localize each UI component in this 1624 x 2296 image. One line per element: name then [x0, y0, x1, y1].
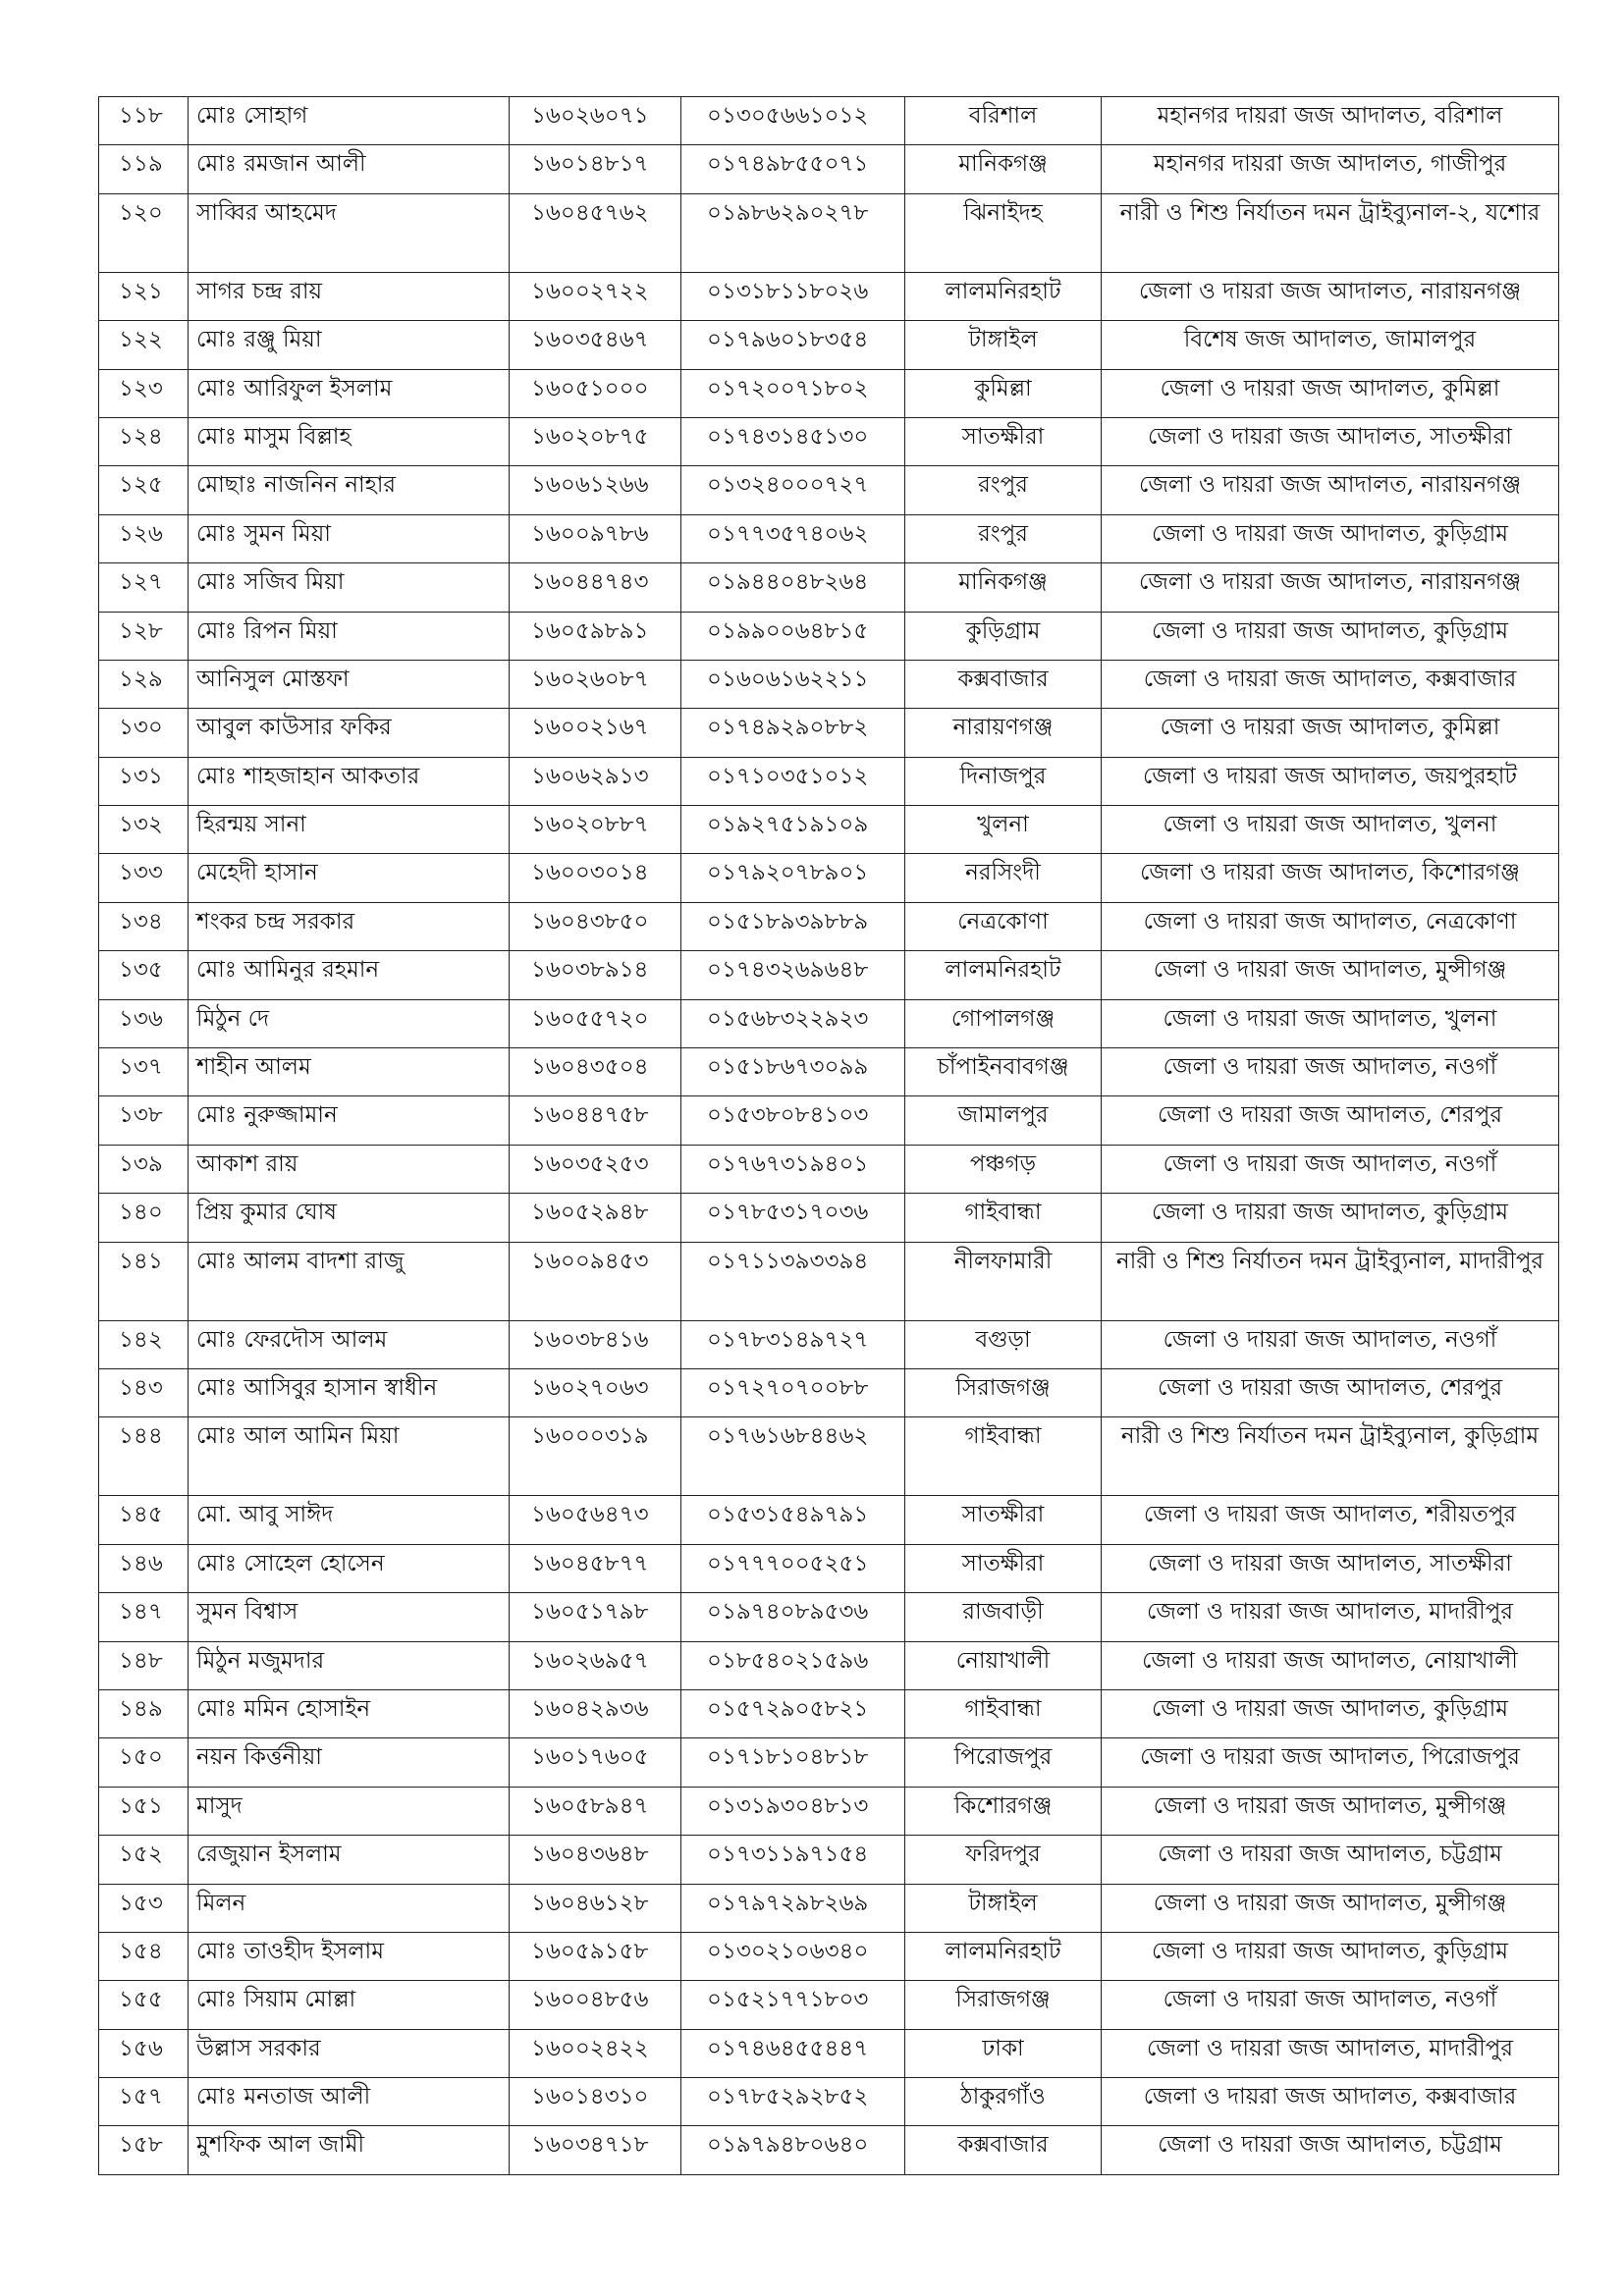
posting-court-cell: জেলা ও দায়রা জজ আদালত, নওগাঁ	[1102, 1981, 1559, 2029]
serial-cell: ১৩২	[99, 806, 189, 854]
name-cell: মো. আবু সাঈদ	[189, 1496, 510, 1544]
table-row	[99, 1242, 1559, 1320]
table-row	[99, 1836, 1559, 1884]
table-row	[99, 1641, 1559, 1689]
table-row	[99, 999, 1559, 1047]
district-cell: রংপুর	[905, 514, 1102, 562]
table-row	[99, 1194, 1559, 1242]
serial-cell: ১৩৬	[99, 999, 189, 1047]
table-row	[99, 417, 1559, 465]
phone-number-cell: ০১৩১৯৩০৪৮১৩	[681, 1787, 905, 1835]
name-cell: মোঃ রিপন মিয়া	[189, 612, 510, 660]
name-cell: মোঃ সোহেল হোসেন	[189, 1544, 510, 1592]
posting-court-cell: জেলা ও দায়রা জজ আদালত, কিশোরগঞ্জ	[1102, 854, 1559, 902]
serial-cell: ১৪৬	[99, 1544, 189, 1592]
roll-number-cell: ১৬০৪৪৭৪৩	[510, 563, 681, 612]
name-cell: মোঃ তাওহীদ ইসলাম	[189, 1932, 510, 1980]
roll-number-cell: ১৬০২৬০৭১	[510, 97, 681, 145]
name-cell: আবুল কাউসার ফকির	[189, 709, 510, 757]
district-cell: ফরিদপুর	[905, 1836, 1102, 1884]
roll-number-cell: ১৬০০৪৮৫৬	[510, 1981, 681, 2029]
serial-cell: ১৫৬	[99, 2029, 189, 2077]
phone-number-cell: ০১৭১৮১০৪৮১৮	[681, 1738, 905, 1787]
roll-number-cell: ১৬০৪৩৮৫০	[510, 902, 681, 950]
roll-number-cell: ১৬০৫২৯৪৮	[510, 1194, 681, 1242]
table-row	[99, 1048, 1559, 1096]
table-row	[99, 1593, 1559, 1641]
phone-number-cell: ০১৭৪৩১৪৫১৩০	[681, 417, 905, 465]
district-cell: নীলফামারী	[905, 1242, 1102, 1320]
name-cell: মোঃ শাহজাহান আকতার	[189, 757, 510, 805]
serial-cell: ১৫৭	[99, 2078, 189, 2126]
posting-court-cell: জেলা ও দায়রা জজ আদালত, খুলনা	[1102, 806, 1559, 854]
posting-court-cell: জেলা ও দায়রা জজ আদালত, কুড়িগ্রাম	[1102, 1932, 1559, 1980]
serial-cell: ১৩৫	[99, 951, 189, 999]
district-cell: ঠাকুরগাঁও	[905, 2078, 1102, 2126]
district-cell: বরিশাল	[905, 97, 1102, 145]
table-row	[99, 1738, 1559, 1787]
roll-number-cell: ১৬০০৯৭৮৬	[510, 514, 681, 562]
serial-cell: ১৩৩	[99, 854, 189, 902]
name-cell: মাসুদ	[189, 1787, 510, 1835]
district-cell: রাজবাড়ী	[905, 1593, 1102, 1641]
table-row	[99, 806, 1559, 854]
name-cell: মোছাঃ নাজনিন নাহার	[189, 466, 510, 514]
serial-cell: ১৩৪	[99, 902, 189, 950]
phone-number-cell: ০১৭৯৭২৯৮২৬৯	[681, 1884, 905, 1932]
posting-court-cell: জেলা ও দায়রা জজ আদালত, মুন্সীগঞ্জ	[1102, 951, 1559, 999]
posting-court-cell: জেলা ও দায়রা জজ আদালত, নওগাঁ	[1102, 1320, 1559, 1368]
phone-number-cell: ০১৮৫৪০২১৫৯৬	[681, 1641, 905, 1689]
table-row	[99, 193, 1559, 272]
posting-court-cell: জেলা ও দায়রা জজ আদালত, নারায়নগঞ্জ	[1102, 466, 1559, 514]
posting-court-cell: জেলা ও দায়রা জজ আদালত, নেত্রকোণা	[1102, 902, 1559, 950]
district-cell: লালমনিরহাট	[905, 1932, 1102, 1980]
posting-court-cell: জেলা ও দায়রা জজ আদালত, জয়পুরহাট	[1102, 757, 1559, 805]
phone-number-cell: ০১৭৪৬৪৫৫৪৪৭	[681, 2029, 905, 2077]
posting-court-cell: জেলা ও দায়রা জজ আদালত, কুড়িগ্রাম	[1102, 1194, 1559, 1242]
district-cell: সিরাজগঞ্জ	[905, 1981, 1102, 2029]
roll-number-cell: ১৬০০৯৪৫৩	[510, 1242, 681, 1320]
district-cell: টাঙ্গাইল	[905, 321, 1102, 369]
table-row	[99, 757, 1559, 805]
serial-cell: ১৪৮	[99, 1641, 189, 1689]
posting-court-cell: জেলা ও দায়রা জজ আদালত, মুন্সীগঞ্জ	[1102, 1787, 1559, 1835]
table-row	[99, 2029, 1559, 2077]
phone-number-cell: ০১৫৩১৫৪৯৭৯১	[681, 1496, 905, 1544]
phone-number-cell: ০১৩২৪০০০৭২৭	[681, 466, 905, 514]
table-row	[99, 97, 1559, 145]
roll-number-cell: ১৬০০২৭২২	[510, 272, 681, 320]
district-cell: সাতক্ষীরা	[905, 417, 1102, 465]
posting-court-cell: জেলা ও দায়রা জজ আদালত, কুড়িগ্রাম	[1102, 514, 1559, 562]
district-cell: সিরাজগঞ্জ	[905, 1368, 1102, 1416]
phone-number-cell: ০১৫১৮৬৭৩০৯৯	[681, 1048, 905, 1096]
roll-number-cell: ১৬০৩৮৯১৪	[510, 951, 681, 999]
district-cell: নারায়ণগঞ্জ	[905, 709, 1102, 757]
phone-number-cell: ০১৭৬১৬৮৪৪৬২	[681, 1417, 905, 1496]
table-row	[99, 854, 1559, 902]
serial-cell: ১২৫	[99, 466, 189, 514]
table-row	[99, 1368, 1559, 1416]
phone-number-cell: ০১৭৩১১৯৭১৫৪	[681, 1836, 905, 1884]
roll-number-cell: ১৬০০২৪২২	[510, 2029, 681, 2077]
roll-number-cell: ১৬০১৪৮১৭	[510, 145, 681, 193]
table-row	[99, 951, 1559, 999]
name-cell: শাহীন আলম	[189, 1048, 510, 1096]
phone-number-cell: ০১৯৯০০৬৪৮১৫	[681, 612, 905, 660]
table-row	[99, 272, 1559, 320]
district-cell: কিশোরগঞ্জ	[905, 1787, 1102, 1835]
district-cell: গাইবান্ধা	[905, 1194, 1102, 1242]
district-cell: নোয়াখালী	[905, 1641, 1102, 1689]
phone-number-cell: ০১৭৯২০৭৮৯০১	[681, 854, 905, 902]
name-cell: মোঃ আলম বাদশা রাজু	[189, 1242, 510, 1320]
district-cell: সাতক্ষীরা	[905, 1544, 1102, 1592]
posting-court-cell: মহানগর দায়রা জজ আদালত, গাজীপুর	[1102, 145, 1559, 193]
name-cell: সাগর চন্দ্র রায়	[189, 272, 510, 320]
serial-cell: ১৩৮	[99, 1096, 189, 1145]
roll-number-cell: ১৬০৩৫২৫৩	[510, 1145, 681, 1193]
serial-cell: ১৩৭	[99, 1048, 189, 1096]
phone-number-cell: ০১৭২৭০৭০০৮৮	[681, 1368, 905, 1416]
serial-cell: ১৩৯	[99, 1145, 189, 1193]
posting-court-cell: জেলা ও দায়রা জজ আদালত, কুমিল্লা	[1102, 369, 1559, 417]
serial-cell: ১৪৯	[99, 1689, 189, 1737]
table-row	[99, 660, 1559, 708]
name-cell: মোঃ রমজান আলী	[189, 145, 510, 193]
posting-court-cell: জেলা ও দায়রা জজ আদালত, সাতক্ষীরা	[1102, 417, 1559, 465]
roll-number-cell: ১৬০৫৬৪৭৩	[510, 1496, 681, 1544]
district-cell: ঝিনাইদহ	[905, 193, 1102, 272]
phone-number-cell: ০১৭৬৭৩১৯৪০১	[681, 1145, 905, 1193]
serial-cell: ১১৮	[99, 97, 189, 145]
roll-number-cell: ১৬০৪২৯৩৬	[510, 1689, 681, 1737]
serial-cell: ১৫৩	[99, 1884, 189, 1932]
roll-number-cell: ১৬০১৭৬০৫	[510, 1738, 681, 1787]
posting-court-cell: নারী ও শিশু নির্যাতন দমন ট্রাইব্যুনাল, কুড়িগ্রাম	[1102, 1417, 1559, 1496]
district-cell: গাইবান্ধা	[905, 1417, 1102, 1496]
name-cell: শংকর চন্দ্র সরকার	[189, 902, 510, 950]
table-row	[99, 2126, 1559, 2174]
phone-number-cell: ০১৭৭৭০০৫২৫১	[681, 1544, 905, 1592]
serial-cell: ১২৮	[99, 612, 189, 660]
roll-number-cell: ১৬০৬২৯১৩	[510, 757, 681, 805]
phone-number-cell: ০১৭৮৫৩১৭০৩৬	[681, 1194, 905, 1242]
district-cell: চাঁপাইনবাবগঞ্জ	[905, 1048, 1102, 1096]
district-cell: ঢাকা	[905, 2029, 1102, 2077]
roll-number-cell: ১৬০২০৮৭৫	[510, 417, 681, 465]
table-row	[99, 514, 1559, 562]
phone-number-cell: ০১৭৯৬০১৮৩৫৪	[681, 321, 905, 369]
name-cell: মিলন	[189, 1884, 510, 1932]
name-cell: মোঃ নুরুজ্জামান	[189, 1096, 510, 1145]
serial-cell: ১২৯	[99, 660, 189, 708]
posting-court-cell: নারী ও শিশু নির্যাতন দমন ট্রাইব্যুনাল-২, যশোর	[1102, 193, 1559, 272]
name-cell: মোঃ আরিফুল ইসলাম	[189, 369, 510, 417]
name-cell: মোঃ মনতাজ আলী	[189, 2078, 510, 2126]
serial-cell: ১২২	[99, 321, 189, 369]
posting-court-cell: জেলা ও দায়রা জজ আদালত, চট্টগ্রাম	[1102, 2126, 1559, 2174]
phone-number-cell: ০১৯২৭৫১৯১০৯	[681, 806, 905, 854]
district-cell: নরসিংদী	[905, 854, 1102, 902]
table-row	[99, 1145, 1559, 1193]
name-cell: হিরন্ময় সানা	[189, 806, 510, 854]
district-cell: জামালপুর	[905, 1096, 1102, 1145]
name-cell: মিঠুন মজুমদার	[189, 1641, 510, 1689]
posting-court-cell: জেলা ও দায়রা জজ আদালত, কুড়িগ্রাম	[1102, 1689, 1559, 1737]
district-cell: লালমনিরহাট	[905, 951, 1102, 999]
name-cell: প্রিয় কুমার ঘোষ	[189, 1194, 510, 1242]
serial-cell: ১৫০	[99, 1738, 189, 1787]
roll-number-cell: ১৬০৫১০০০	[510, 369, 681, 417]
posting-court-cell: জেলা ও দায়রা জজ আদালত, কুড়িগ্রাম	[1102, 612, 1559, 660]
posting-court-cell: জেলা ও দায়রা জজ আদালত, নারায়নগঞ্জ	[1102, 272, 1559, 320]
posting-court-cell: জেলা ও দায়রা জজ আদালত, পিরোজপুর	[1102, 1738, 1559, 1787]
table-row	[99, 321, 1559, 369]
name-cell: উল্লাস সরকার	[189, 2029, 510, 2077]
table-row	[99, 1417, 1559, 1496]
district-cell: টাঙ্গাইল	[905, 1884, 1102, 1932]
serial-cell: ১৪৩	[99, 1368, 189, 1416]
table-row	[99, 1096, 1559, 1145]
roll-number-cell: ১৬০২০৮৮৭	[510, 806, 681, 854]
district-cell: মানিকগঞ্জ	[905, 563, 1102, 612]
posting-court-cell: জেলা ও দায়রা জজ আদালত, মাদারীপুর	[1102, 1593, 1559, 1641]
serial-cell: ১২০	[99, 193, 189, 272]
name-cell: নয়ন কির্ত্তনীয়া	[189, 1738, 510, 1787]
name-cell: সাব্বির আহমেদ	[189, 193, 510, 272]
table-row	[99, 1932, 1559, 1980]
district-cell: নেত্রকোণা	[905, 902, 1102, 950]
serial-cell: ১৪১	[99, 1242, 189, 1320]
name-cell: মোঃ সুমন মিয়া	[189, 514, 510, 562]
roll-number-cell: ১৬০৪৪৭৫৮	[510, 1096, 681, 1145]
posting-court-cell: জেলা ও দায়রা জজ আদালত, শেরপুর	[1102, 1368, 1559, 1416]
name-cell: মোঃ সোহাগ	[189, 97, 510, 145]
roll-number-cell: ১৬০৪৩৬৪৮	[510, 1836, 681, 1884]
serial-cell: ১২৪	[99, 417, 189, 465]
phone-number-cell: ০১৫১৮৯৩৯৮৮৯	[681, 902, 905, 950]
roll-number-cell: ১৬০৩৮৪১৬	[510, 1320, 681, 1368]
district-cell: গোপালগঞ্জ	[905, 999, 1102, 1047]
serial-cell: ১৪৫	[99, 1496, 189, 1544]
roll-number-cell: ১৬০৩৪৭১৮	[510, 2126, 681, 2174]
phone-number-cell: ০১৯৭৯৪৮০৬৪০	[681, 2126, 905, 2174]
name-cell: মোঃ আসিবুর হাসান স্বাধীন	[189, 1368, 510, 1416]
name-cell: রেজুয়ান ইসলাম	[189, 1836, 510, 1884]
phone-number-cell: ০১৯৮৬২৯০২৭৮	[681, 193, 905, 272]
phone-number-cell: ০১৭৮৫২৯২৮৫২	[681, 2078, 905, 2126]
phone-number-cell: ০১৫৭২৯০৫৮২১	[681, 1689, 905, 1737]
district-cell: কক্সবাজার	[905, 2126, 1102, 2174]
table-body	[99, 97, 1559, 2175]
district-cell: রংপুর	[905, 466, 1102, 514]
table-row	[99, 563, 1559, 612]
district-cell: কক্সবাজার	[905, 660, 1102, 708]
roll-number-cell: ১৬০৫৯৮৯১	[510, 612, 681, 660]
name-cell: মোঃ মাসুম বিল্লাহ	[189, 417, 510, 465]
roll-number-cell: ১৬০৫৯১৫৮	[510, 1932, 681, 1980]
district-cell: পিরোজপুর	[905, 1738, 1102, 1787]
name-cell: মোঃ আল আমিন মিয়া	[189, 1417, 510, 1496]
district-cell: লালমনিরহাট	[905, 272, 1102, 320]
roll-number-cell: ১৬০৪৬১২৮	[510, 1884, 681, 1932]
results-table	[98, 96, 1559, 2175]
phone-number-cell: ০১৫২১৭৭১৮০৩	[681, 1981, 905, 2029]
phone-number-cell: ০১৬০৬১৬২২১১	[681, 660, 905, 708]
posting-court-cell: জেলা ও দায়রা জজ আদালত, কক্সবাজার	[1102, 2078, 1559, 2126]
roll-number-cell: ১৬০৪৫৭৬২	[510, 193, 681, 272]
name-cell: মোঃ আমিনুর রহমান	[189, 951, 510, 999]
serial-cell: ১৫১	[99, 1787, 189, 1835]
table-row	[99, 145, 1559, 193]
phone-number-cell: ০১৫৬৮৩২২৯২৩	[681, 999, 905, 1047]
posting-court-cell: জেলা ও দায়রা জজ আদালত, নওগাঁ	[1102, 1145, 1559, 1193]
serial-cell: ১১৯	[99, 145, 189, 193]
table-row	[99, 1981, 1559, 2029]
roll-number-cell: ১৬০১৪৩১০	[510, 2078, 681, 2126]
name-cell: মিঠুন দে	[189, 999, 510, 1047]
phone-number-cell: ০১৩০২১০৬৩৪০	[681, 1932, 905, 1980]
roll-number-cell: ১৬০৪৩৫০৪	[510, 1048, 681, 1096]
roll-number-cell: ১৬০২৭০৬৩	[510, 1368, 681, 1416]
roll-number-cell: ১৬০২৬৯৫৭	[510, 1641, 681, 1689]
posting-court-cell: মহানগর দায়রা জজ আদালত, বরিশাল	[1102, 97, 1559, 145]
phone-number-cell: ০১৫৩৮০৮৪১০৩	[681, 1096, 905, 1145]
posting-court-cell: জেলা ও দায়রা জজ আদালত, কক্সবাজার	[1102, 660, 1559, 708]
serial-cell: ১২৩	[99, 369, 189, 417]
posting-court-cell: বিশেষ জজ আদালত, জামালপুর	[1102, 321, 1559, 369]
roll-number-cell: ১৬০০৩০১৪	[510, 854, 681, 902]
serial-cell: ১৩১	[99, 757, 189, 805]
serial-cell: ১৪০	[99, 1194, 189, 1242]
roll-number-cell: ১৬০২৬০৮৭	[510, 660, 681, 708]
name-cell: মোঃ মমিন হোসাইন	[189, 1689, 510, 1737]
name-cell: মোঃ সিয়াম মোল্লা	[189, 1981, 510, 2029]
roll-number-cell: ১৬০৫৫৭২০	[510, 999, 681, 1047]
phone-number-cell: ০১৭৪৯৮৫৫০৭১	[681, 145, 905, 193]
phone-number-cell: ০১৭৭৩৫৭৪০৬২	[681, 514, 905, 562]
name-cell: মুশফিক আল জামী	[189, 2126, 510, 2174]
table-row	[99, 709, 1559, 757]
posting-court-cell: জেলা ও দায়রা জজ আদালত, মুন্সীগঞ্জ	[1102, 1884, 1559, 1932]
posting-court-cell: জেলা ও দায়রা জজ আদালত, মাদারীপুর	[1102, 2029, 1559, 2077]
roll-number-cell: ১৬০৫৮৯৪৭	[510, 1787, 681, 1835]
name-cell: আকাশ রায়	[189, 1145, 510, 1193]
phone-number-cell: ০১৭৪৩২৬৯৬৪৮	[681, 951, 905, 999]
roll-number-cell: ১৬০০২১৬৭	[510, 709, 681, 757]
table-row	[99, 1689, 1559, 1737]
posting-court-cell: জেলা ও দায়রা জজ আদালত, নোয়াখালী	[1102, 1641, 1559, 1689]
phone-number-cell: ০১৭১০৩৫১০১২	[681, 757, 905, 805]
serial-cell: ১২৭	[99, 563, 189, 612]
serial-cell: ১৫৮	[99, 2126, 189, 2174]
posting-court-cell: জেলা ও দায়রা জজ আদালত, সাতক্ষীরা	[1102, 1544, 1559, 1592]
posting-court-cell: জেলা ও দায়রা জজ আদালত, কুমিল্লা	[1102, 709, 1559, 757]
district-cell: পঞ্চগড়	[905, 1145, 1102, 1193]
posting-court-cell: জেলা ও দায়রা জজ আদালত, নওগাঁ	[1102, 1048, 1559, 1096]
name-cell: মোঃ রঞ্জু মিয়া	[189, 321, 510, 369]
phone-number-cell: ০১৩১৮১১৮০২৬	[681, 272, 905, 320]
roll-number-cell: ১৬০০০৩১৯	[510, 1417, 681, 1496]
district-cell: সাতক্ষীরা	[905, 1496, 1102, 1544]
district-cell: দিনাজপুর	[905, 757, 1102, 805]
table-row	[99, 2078, 1559, 2126]
posting-court-cell: জেলা ও দায়রা জজ আদালত, শরীয়তপুর	[1102, 1496, 1559, 1544]
roll-number-cell: ১৬০৩৫৪৬৭	[510, 321, 681, 369]
table-row	[99, 902, 1559, 950]
phone-number-cell: ০১৯৪৪০৪৮২৬৪	[681, 563, 905, 612]
roll-number-cell: ১৬০৬১২৬৬	[510, 466, 681, 514]
posting-court-cell: নারী ও শিশু নির্যাতন দমন ট্রাইব্যুনাল, মাদারীপুর	[1102, 1242, 1559, 1320]
serial-cell: ১৪৭	[99, 1593, 189, 1641]
serial-cell: ১৫২	[99, 1836, 189, 1884]
name-cell: সুমন বিশ্বাস	[189, 1593, 510, 1641]
table-row	[99, 369, 1559, 417]
district-cell: গাইবান্ধা	[905, 1689, 1102, 1737]
roll-number-cell: ১৬০৫১৭৯৮	[510, 1593, 681, 1641]
serial-cell: ১৪২	[99, 1320, 189, 1368]
phone-number-cell: ০১৭২০০৭১৮০২	[681, 369, 905, 417]
district-cell: মানিকগঞ্জ	[905, 145, 1102, 193]
table-row	[99, 1884, 1559, 1932]
district-cell: কুমিল্লা	[905, 369, 1102, 417]
table-row	[99, 466, 1559, 514]
posting-court-cell: জেলা ও দায়রা জজ আদালত, খুলনা	[1102, 999, 1559, 1047]
posting-court-cell: জেলা ও দায়রা জজ আদালত, চট্টগ্রাম	[1102, 1836, 1559, 1884]
table-row	[99, 1787, 1559, 1835]
phone-number-cell: ০১৭১১৩৯৩৩৯৪	[681, 1242, 905, 1320]
table-row	[99, 1544, 1559, 1592]
serial-cell: ১২৬	[99, 514, 189, 562]
serial-cell: ১৫৪	[99, 1932, 189, 1980]
serial-cell: ১২১	[99, 272, 189, 320]
name-cell: মোঃ ফেরদৌস আলম	[189, 1320, 510, 1368]
roll-number-cell: ১৬০৪৫৮৭৭	[510, 1544, 681, 1592]
serial-cell: ১৪৪	[99, 1417, 189, 1496]
name-cell: আনিসুল মোস্তফা	[189, 660, 510, 708]
posting-court-cell: জেলা ও দায়রা জজ আদালত, শেরপুর	[1102, 1096, 1559, 1145]
table-row	[99, 1496, 1559, 1544]
table-row	[99, 1320, 1559, 1368]
name-cell: মেহেদী হাসান	[189, 854, 510, 902]
phone-number-cell: ০১৭৮৩১৪৯৭২৭	[681, 1320, 905, 1368]
phone-number-cell: ০১৩০৫৬৬১০১২	[681, 97, 905, 145]
serial-cell: ১৩০	[99, 709, 189, 757]
district-cell: কুড়িগ্রাম	[905, 612, 1102, 660]
name-cell: মোঃ সজিব মিয়া	[189, 563, 510, 612]
posting-court-cell: জেলা ও দায়রা জজ আদালত, নারায়নগঞ্জ	[1102, 563, 1559, 612]
table-row	[99, 612, 1559, 660]
phone-number-cell: ০১৭৪৯২৯০৮৮২	[681, 709, 905, 757]
district-cell: বগুড়া	[905, 1320, 1102, 1368]
serial-cell: ১৫৫	[99, 1981, 189, 2029]
district-cell: খুলনা	[905, 806, 1102, 854]
phone-number-cell: ০১৯৭৪০৮৯৫৩৬	[681, 1593, 905, 1641]
